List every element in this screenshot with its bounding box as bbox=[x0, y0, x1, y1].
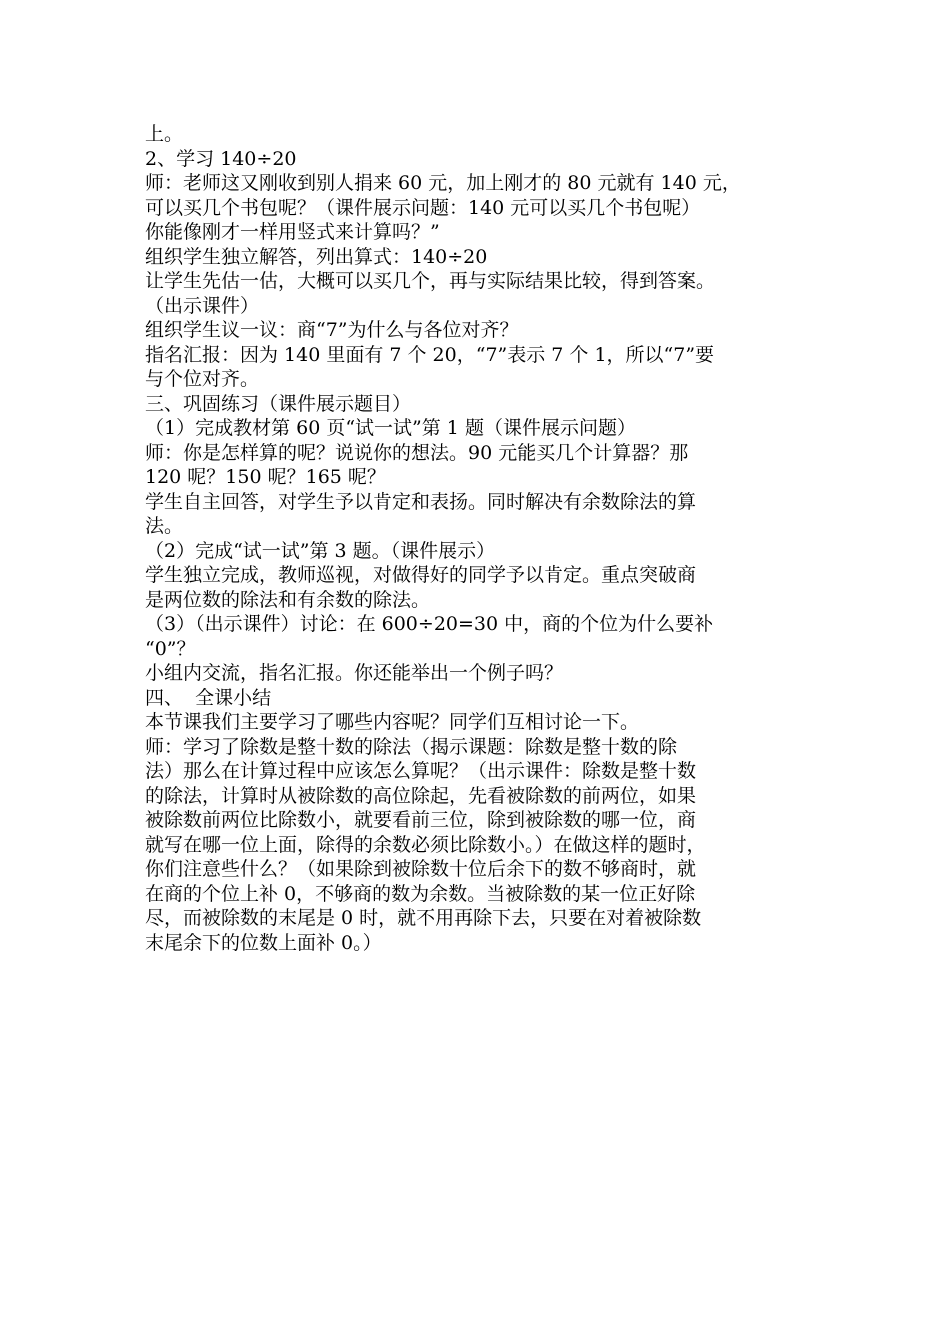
text-line: 末尾余下的位数上面补 0。） bbox=[145, 931, 382, 954]
text-line: 组织学生独立解答，列出算式：140÷20 bbox=[145, 245, 488, 268]
text-line: 的除法，计算时从被除数的高位除起，先看被除数的前两位，如果 bbox=[145, 784, 697, 807]
text-line: 在商的个位上补 0，不够商的数为余数。当被除数的某一位正好除 bbox=[145, 882, 696, 905]
text-line: （2）完成“试一试”第 3 题。（课件展示） bbox=[145, 539, 496, 562]
text-line: 尽，而被除数的末尾是 0 时，就不用再除下去，只要在对着被除数 bbox=[145, 907, 702, 929]
text-line: 指名汇报：因为 140 里面有 7 个 20，“7”表示 7 个 1，所以“7”要 bbox=[145, 343, 715, 366]
text-line: 本节课我们主要学习了哪些内容呢？同学们互相讨论一下。 bbox=[145, 711, 640, 733]
section-heading: 三、巩固练习（课件展示题目） bbox=[145, 392, 412, 415]
text-line: 师：你是怎样算的呢？说说你的想法。90 元能买几个计算器？那 bbox=[145, 441, 689, 464]
text-line: 学生自主回答，对学生予以肯定和表扬。同时解决有余数除法的算 bbox=[145, 490, 697, 513]
text-line: 你们注意些什么？（如果除到被除数十位后余下的数不够商时，就 bbox=[145, 858, 697, 880]
text-line: 学生独立完成，教师巡视，对做得好的同学予以肯定。重点突破商 bbox=[145, 564, 697, 586]
section-heading: 2、学习 140÷20 bbox=[145, 147, 297, 170]
text-line: 法）那么在计算过程中应该怎么算呢？（出示课件：除数是整十数 bbox=[145, 760, 697, 782]
text-line: 小组内交流，指名汇报。你还能举出一个例子吗？ bbox=[145, 662, 564, 684]
text-line: 法。 bbox=[145, 515, 184, 537]
text-line: 120 呢？150 呢？165 呢？ bbox=[145, 466, 386, 488]
text-line: 师：学习了除数是整十数的除法（揭示课题：除数是整十数的除 bbox=[145, 735, 678, 758]
text-line: 你能像刚才一样用竖式来计算吗？” bbox=[145, 221, 440, 243]
text-line: （1）完成教材第 60 页“试一试”第 1 题（课件展示问题） bbox=[145, 417, 636, 439]
text-line: 可以买几个书包呢？（课件展示问题：140 元可以买几个书包呢） bbox=[145, 196, 701, 219]
text-line: 就写在哪一位上面，除得的余数必须比除数小。）在做这样的题时， bbox=[145, 833, 706, 856]
text-line: 让学生先估一估，大概可以买几个，再与实际结果比较，得到答案。 bbox=[145, 270, 716, 292]
text-line: 被除数前两位比除数小，就要看前三位，除到被除数的哪一位，商 bbox=[145, 809, 697, 831]
text-line: 组织学生议一议：商“7”为什么与各位对齐？ bbox=[145, 319, 519, 341]
text-line: （出示课件） bbox=[145, 294, 260, 317]
document-body bbox=[145, 122, 817, 955]
text-line: 师：老师这又刚收到别人捐来 60 元，加上刚才的 80 元就有 140 元， bbox=[145, 172, 741, 194]
text-line: “0”？ bbox=[145, 637, 196, 660]
text-line: 是两位数的除法和有余数的除法。 bbox=[145, 588, 431, 611]
text-line: 与个位对齐。 bbox=[145, 368, 260, 390]
text-line: 上。 bbox=[145, 123, 184, 145]
section-heading: 四、 全课小结 bbox=[145, 686, 272, 709]
text-line: （3）（出示课件）讨论：在 600÷20=30 中，商的个位为什么要补 bbox=[145, 613, 714, 635]
